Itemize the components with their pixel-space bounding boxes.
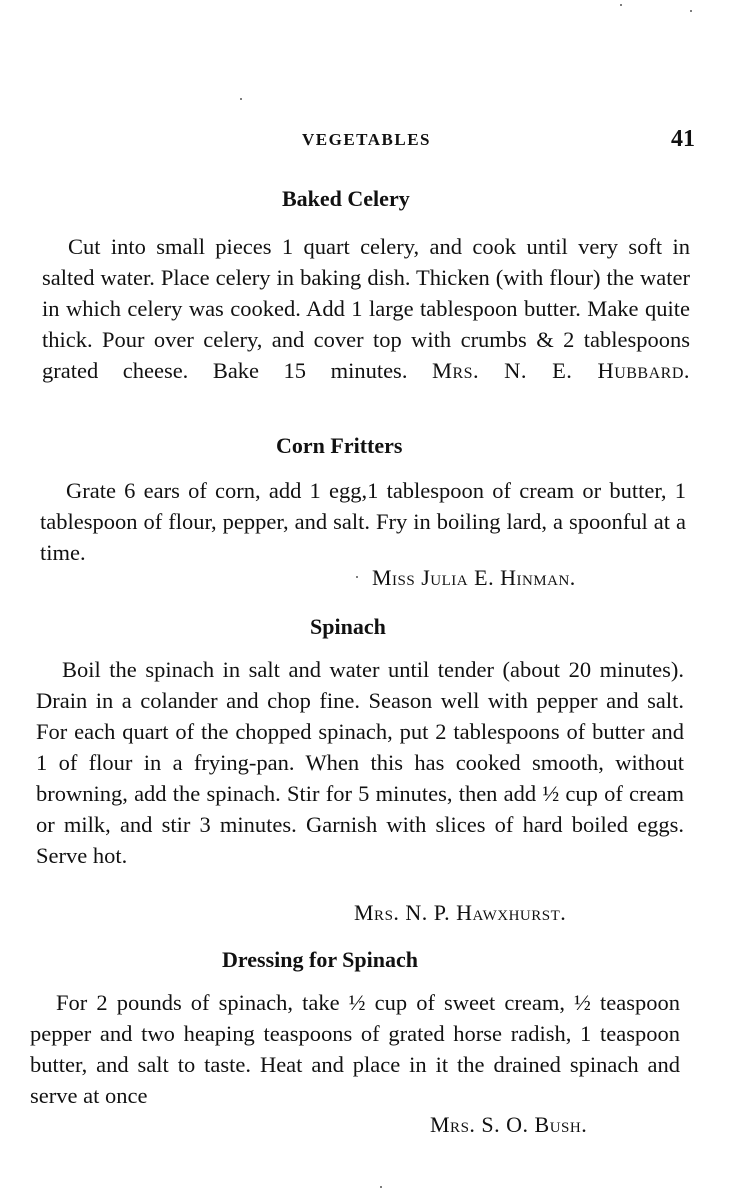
recipe-title-baked-celery: Baked Celery xyxy=(282,186,410,211)
print-speck xyxy=(356,576,358,578)
recipe-body-baked-celery: Cut into small pieces 1 quart celery, and cook until very soft in salted water. Place celery in baking dish. Thicken (with flour) the water in which celery was cooked. Add 1 large tablespoon butter. Make quite thick. Pour over celery, and cover top with crumbs & 2 tablespoons grated cheese. Bake 15 minutes. Mrs. N. E. Hubbard. xyxy=(42,234,691,383)
recipe-title-spinach: Spinach xyxy=(310,614,386,639)
recipe-body-spinach: Boil the spinach in salt and water until tender (about 20 minutes). Drain in a colander and chop fine. Season well with pepper and salt. For each quart of the chopped spinach, put 2 tablespoons of butter and 1 of flour in a frying-pan. When this has cooked smooth, without browning, add the spinach. Stir for 5 minutes, then add ½ cup of cream or milk, and stir 3 minutes. Garnish with slices of hard boiled eggs. Serve hot. xyxy=(36,657,684,868)
recipe-body-dressing-for-spinach: For 2 pounds of spinach, take ½ cup of sweet cream, ½ teaspoon pepper and two heaping teaspoons of grated horse radish, 1 teaspoon butter, and salt to taste. Heat and place in it the drained spinach and serve at once xyxy=(30,990,680,1108)
print-speck xyxy=(240,98,242,100)
recipe-body-corn-fritters: Grate 6 ears of corn, add 1 egg,1 tablespoon of cream or butter, 1 tablespoon of flour, pepper, and salt. Fry in boiling lard, a spoonful at a time. xyxy=(40,478,686,565)
page-number: 41 xyxy=(671,126,695,152)
print-speck xyxy=(690,10,692,12)
recipe-attribution-corn-fritters: Miss Julia E. Hinman. xyxy=(372,565,576,590)
recipe-attribution-baked-celery: Mrs. N. E. Hubbard. xyxy=(431,358,691,383)
recipe-attribution-spinach: Mrs. N. P. Hawxhurst. xyxy=(354,900,567,925)
print-speck xyxy=(380,1186,382,1188)
recipe-title-corn-fritters: Corn Fritters xyxy=(276,433,403,458)
print-speck xyxy=(620,4,622,6)
page-header xyxy=(40,128,695,158)
running-head: VEGETABLES xyxy=(302,130,432,149)
recipe-title-dressing-for-spinach: Dressing for Spinach xyxy=(222,947,419,972)
recipe-attribution-dressing-for-spinach: Mrs. S. O. Bush. xyxy=(430,1112,588,1137)
